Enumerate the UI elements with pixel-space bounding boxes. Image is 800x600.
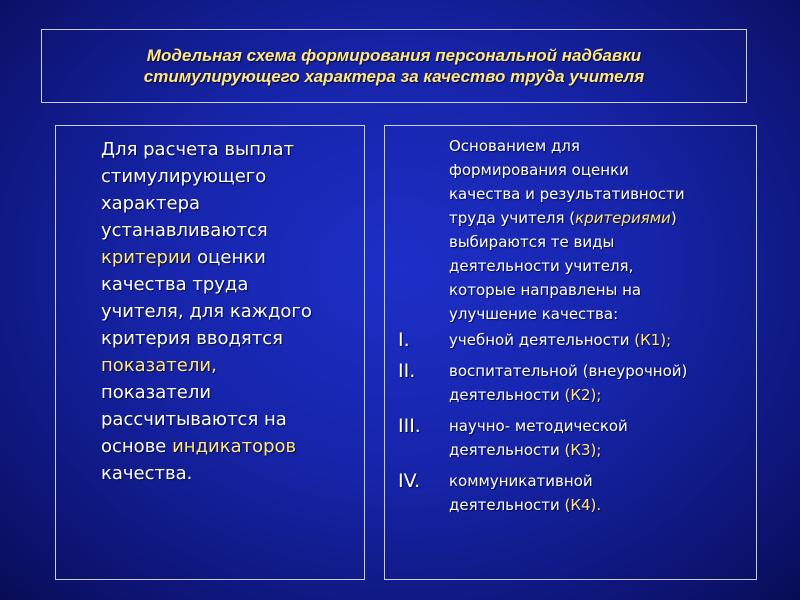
text-line: учителя, для каждого [101, 301, 312, 322]
title-line-2: стимулирующего характера за качество труда учителя [143, 67, 645, 86]
left-panel-text [101, 136, 312, 487]
category-code: (К4). [564, 496, 602, 514]
text-line: показатели [101, 382, 212, 403]
text-line: улучшение качества: [449, 305, 619, 323]
highlight-criteria-italic: критериями [575, 209, 671, 227]
list-numeral: IV. [398, 470, 421, 492]
text-line: показатели, [101, 355, 217, 376]
text-line: выбираются те виды [449, 233, 615, 251]
text-line: критерии оценки [101, 247, 266, 268]
text-line: устанавливаются [101, 220, 268, 241]
text-line: стимулирующего [101, 166, 267, 187]
text-line: Для расчета выплат [101, 139, 295, 160]
highlight-criteria: критерии [101, 247, 192, 268]
text-line: которые направлены на [449, 281, 642, 299]
list-numeral: III. [398, 415, 421, 437]
text-line: качества и результативности [449, 185, 685, 203]
right-panel-intro [449, 134, 685, 326]
title-line-1: Модельная схема формирования персональной надбавки [146, 46, 642, 65]
highlight-metrics: индикаторов [172, 436, 297, 457]
text-line: характера [101, 193, 201, 214]
text-line: рассчитываются на [101, 409, 287, 430]
list-numeral: II. [398, 360, 416, 382]
text-line: основе индикаторов [101, 436, 297, 457]
category-code: (К3); [564, 441, 602, 459]
title-box [41, 29, 747, 103]
text-line: деятельности учителя, [449, 257, 634, 275]
text-line: Основанием для [449, 137, 580, 155]
highlight-indicators: показатели [101, 355, 212, 376]
text-line: качества. [101, 463, 193, 484]
list-numeral: I. [398, 329, 410, 351]
text-line: критерия вводятся [101, 328, 283, 349]
category-code: (К1); [634, 331, 672, 349]
left-panel [55, 125, 365, 580]
text-line: качества труда [101, 274, 249, 295]
text-line: формирования оценки [449, 161, 629, 179]
text-line: труда учителя (критериями) [449, 209, 677, 227]
category-code: (К2); [564, 386, 602, 404]
right-panel: Основанием для формирования оценки качества и результативности труда учителя (критериями) выбираются те виды деятельности учителя, которые направлены на улучшение качества: I. учебной деятельности (К1); II. воспитательной (внеурочной) деятельности (К2); III. научно- методической деятельности (К3); IV. коммуникативной деятельности (К4). [384, 125, 757, 580]
